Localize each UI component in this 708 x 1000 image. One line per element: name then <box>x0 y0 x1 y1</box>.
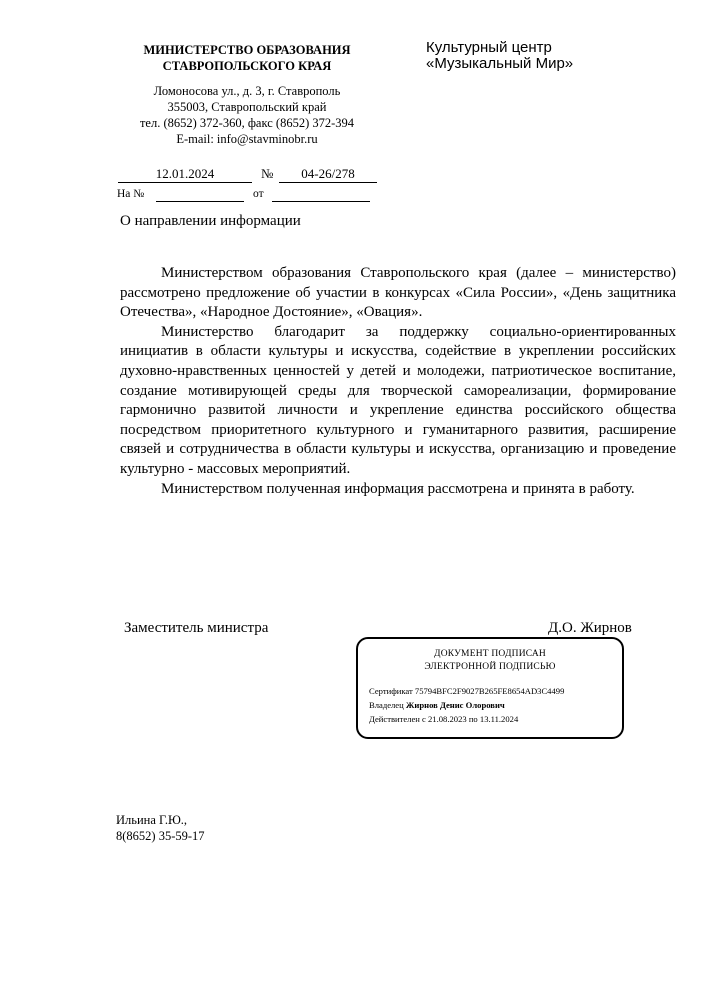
registration-date: 12.01.2024 <box>118 166 252 183</box>
phone-line: тел. (8652) 372-360, факс (8652) 372-394 <box>139 116 355 130</box>
addressee-block <box>426 40 573 72</box>
owner-label: Владелец <box>369 700 404 710</box>
stamp-certificate <box>369 686 564 697</box>
owner-value: Жирнов Денис Олорович <box>405 700 505 710</box>
reply-number-field <box>156 186 244 202</box>
addressee-line2: «Музыкальный Мир» <box>426 55 574 72</box>
ministry-contacts <box>120 83 374 147</box>
body-paragraph: Министерством образования Ставропольского края (далее – министерство) рассмотрено предложение об участии в конкурсах «Сила России», «День защитника Отечества», «Народное Достояние», «Овация». <box>120 265 676 321</box>
stamp-owner <box>369 700 505 711</box>
valid-to: 13.11.2024 <box>479 714 519 724</box>
valid-label: Действителен с <box>369 714 426 724</box>
stamp-title-line1: ДОКУМЕНТ ПОДПИСАН <box>434 649 546 659</box>
signer-name: Д.О. Жирнов <box>548 620 632 636</box>
registration-number: 04-26/278 <box>279 166 377 183</box>
registration-row <box>0 166 708 184</box>
ministry-name-line1: МИНИСТЕРСТВО ОБРАЗОВАНИЯ <box>143 43 351 57</box>
signer-position: Заместитель министра <box>124 620 269 636</box>
addressee-line1: Культурный центр <box>426 39 552 56</box>
ministry-name <box>120 42 374 74</box>
number-label: № <box>261 166 274 181</box>
executor-phone: 8(8652) 35-59-17 <box>116 829 205 843</box>
valid-to-label: по <box>468 714 478 724</box>
stamp-title <box>358 648 622 674</box>
reply-label: На № <box>117 188 145 200</box>
body-paragraph: Министерством полученная информация рассмотрена и принята в работу. <box>161 480 635 497</box>
executor-block <box>116 812 205 844</box>
ministry-name-line2: СТАВРОПОЛЬСКОГО КРАЯ <box>162 59 332 73</box>
cert-value: 75794BFC2F9027B265FE8654AD3C4499 <box>414 686 565 696</box>
letter-subject: О направлении информации <box>120 213 301 229</box>
address-line2: 355003, Ставропольский край <box>167 100 327 114</box>
stamp-title-line2: ЭЛЕКТРОННОЙ ПОДПИСЬЮ <box>424 662 556 672</box>
address-line1: Ломоносова ул., д. 3, г. Ставрополь <box>153 84 341 98</box>
e-signature-stamp <box>356 637 624 739</box>
executor-name: Ильина Г.Ю., <box>116 813 188 827</box>
reply-row <box>0 186 708 204</box>
body-paragraph: Министерство благодарит за поддержку социально-ориентированных инициатив в области культуры и искусства, содействие в укреплении российских духовно-нравственных ценностей у детей и молодежи, патриотическое воспитание, создание мотивирующей среды для творческой самореализации, формирование гармонично развитой личности и укрепление единства российского общества посредством приоритетного культурного и гуманитарного развития, расширение связей и сотрудничества в области культуры и искусства, организацию и проведение культурно - массовых мероприятий. <box>120 323 676 477</box>
cert-label: Сертификат <box>369 686 413 696</box>
from-label: от <box>253 188 264 200</box>
email-line: E-mail: info@stavminobr.ru <box>176 132 318 146</box>
stamp-validity <box>369 714 518 725</box>
reply-date-field <box>272 186 370 202</box>
letter-body <box>120 264 676 499</box>
valid-from: 21.08.2023 <box>428 714 467 724</box>
